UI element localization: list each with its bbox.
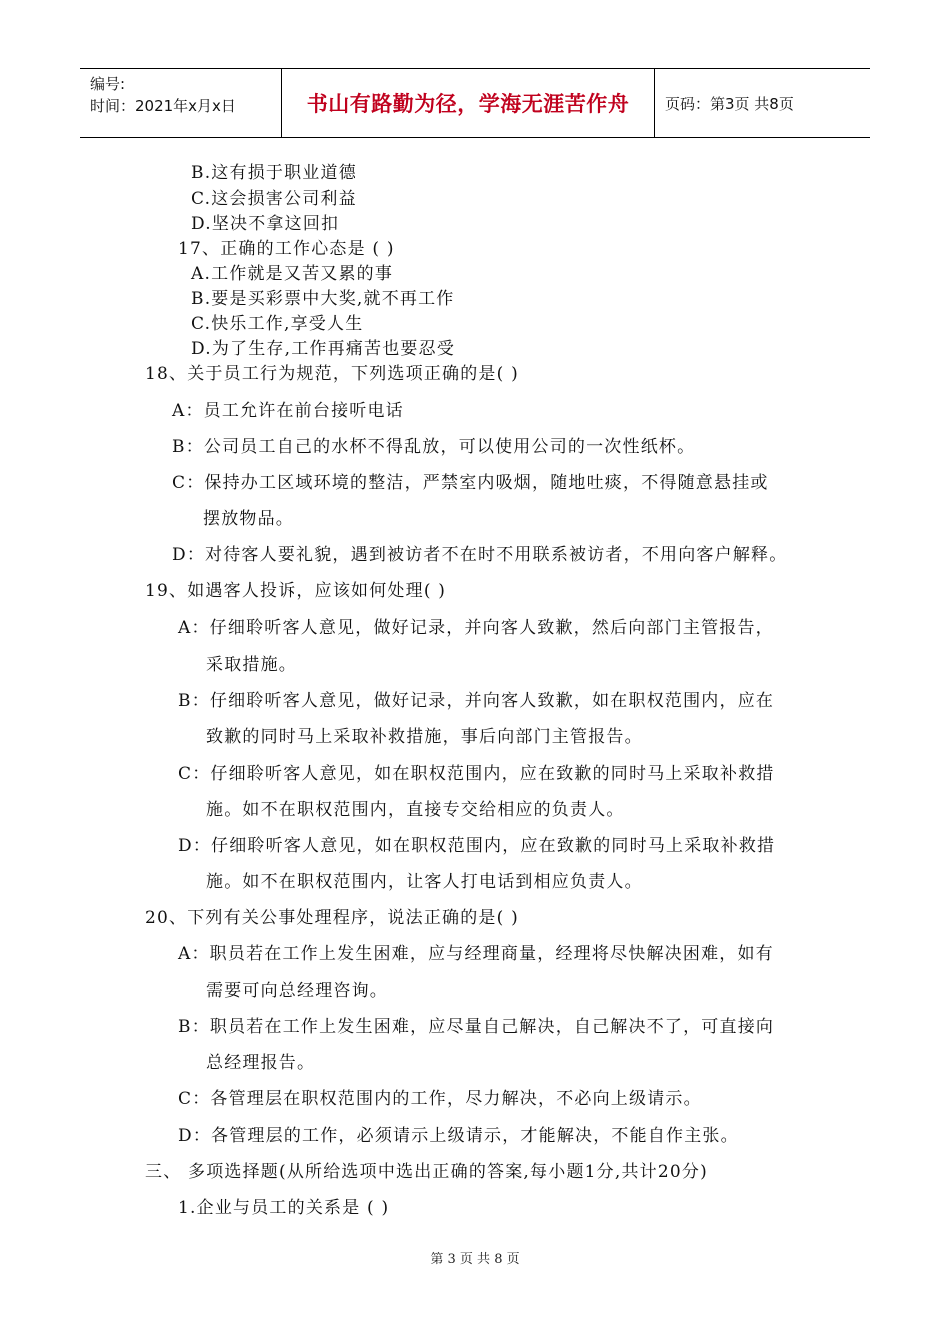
- header-page-info-cell: [655, 69, 870, 137]
- text-line: C.这会损害公司利益: [191, 189, 357, 209]
- text-line: B：公司员工自己的水杯不得乱放，可以使用公司的一次性纸杯。: [172, 437, 696, 457]
- page-info: 页码：第3页 共8页: [665, 94, 794, 113]
- text-line: A：职员若在工作上发生困难，应与经理商量，经理将尽快解决困难，如有: [178, 944, 774, 964]
- text-line: C：仔细聆听客人意见，如在职权范围内，应在致歉的同时马上采取补救措: [178, 764, 775, 784]
- text-line: C：保持办工区域环境的整洁，严禁室内吸烟，随地吐痰，不得随意悬挂或: [172, 473, 769, 493]
- text-line: 总经理报告。: [206, 1053, 316, 1073]
- section-3-heading: 三、 多项选择题(从所给选项中选出正确的答案,每小题1分,共计20分): [145, 1162, 708, 1182]
- date-label: 时间：2021年x月x日: [90, 97, 236, 115]
- text-line: D：仔细聆听客人意见，如在职权范围内，应在致歉的同时马上采取补救措: [178, 836, 776, 856]
- text-line: 采取措施。: [206, 655, 297, 675]
- text-line: A：员工允许在前台接听电话: [172, 401, 404, 421]
- text-line: 摆放物品。: [203, 509, 294, 529]
- page-header: [80, 68, 870, 138]
- text-line: 致歉的同时马上采取补救措施，事后向部门主管报告。: [206, 727, 643, 747]
- text-line: A：仔细聆听客人意见，做好记录，并向客人致歉，然后向部门主管报告，: [178, 618, 774, 638]
- page-footer: 第 3 页 共 8 页: [430, 1252, 520, 1267]
- question-17: 17、正确的工作心态是 ( ): [178, 239, 395, 259]
- text-line: B.要是买彩票中大奖,就不再工作: [191, 289, 455, 309]
- text-line: D：对待客人要礼貌，遇到被访者不在时不用联系被访者，不用向客户解释。: [172, 545, 788, 565]
- header-meta: [80, 69, 282, 137]
- question-multi-1: 1.企业与员工的关系是 ( ): [178, 1198, 390, 1218]
- text-line: B：仔细聆听客人意见，做好记录，并向客人致歉，如在职权范围内，应在: [178, 691, 775, 711]
- text-line: B：职员若在工作上发生困难，应尽量自己解决，自己解决不了，可直接向: [178, 1017, 775, 1037]
- text-line: A.工作就是又苦又累的事: [191, 264, 394, 284]
- text-line: D.为了生存,工作再痛苦也要忍受: [191, 339, 456, 359]
- text-line: D：各管理层的工作，必须请示上级请示，才能解决，不能自作主张。: [178, 1126, 739, 1146]
- question-18: 18、关于员工行为规范，下列选项正确的是( ): [145, 364, 519, 384]
- code-label: 编号:: [90, 75, 126, 93]
- question-20: 20、下列有关公事处理程序，说法正确的是( ): [145, 908, 519, 928]
- text-line: 施。如不在职权范围内，直接专交给相应的负责人。: [206, 800, 625, 820]
- text-line: B.这有损于职业道德: [191, 163, 357, 183]
- text-line: C.快乐工作,享受人生: [191, 314, 364, 334]
- text-line: 需要可向总经理咨询。: [206, 981, 388, 1001]
- text-line: 施。如不在职权范围内，让客人打电话到相应负责人。: [206, 872, 643, 892]
- text-line: C：各管理层在职权范围内的工作，尽力解决，不必向上级请示。: [178, 1089, 702, 1109]
- text-line: D.坚决不拿这回扣: [191, 214, 340, 234]
- question-19: 19、如遇客人投诉，应该如何处理( ): [145, 581, 447, 601]
- header-motto-cell: [282, 69, 655, 137]
- motto: 书山有路勤为径，学海无涯苦作舟: [306, 92, 630, 116]
